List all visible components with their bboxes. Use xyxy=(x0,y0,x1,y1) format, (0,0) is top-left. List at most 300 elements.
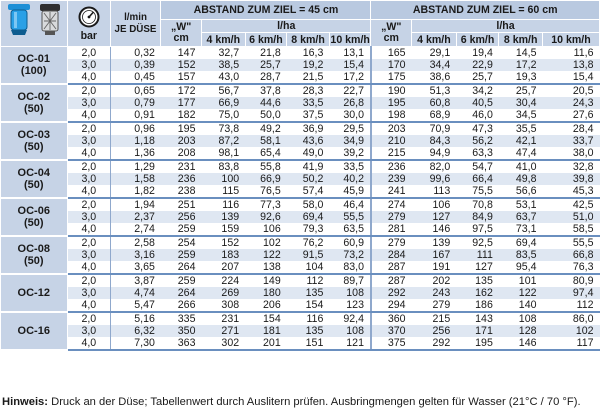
value-cell: 154 xyxy=(245,312,287,325)
value-cell: 43,6 xyxy=(287,135,330,147)
value-cell: 251 xyxy=(161,198,202,211)
value-cell: 34,9 xyxy=(329,135,371,147)
value-cell: 42,5 xyxy=(542,198,599,211)
value-cell: 108 xyxy=(499,312,543,325)
pressure-cell: 2,0 xyxy=(68,84,111,97)
nozzle-type-cell: OC-03 (50) xyxy=(1,122,68,160)
nozzle-images xyxy=(1,2,67,36)
table-row xyxy=(1,59,600,71)
value-cell: 266 xyxy=(161,299,202,312)
value-cell: 256 xyxy=(412,325,457,337)
pressure-cell: 4,0 xyxy=(68,299,111,312)
value-cell: 68,9 xyxy=(412,109,457,122)
speed-header: 10 km/h xyxy=(330,33,370,46)
value-cell: 41,0 xyxy=(499,160,543,173)
value-cell: 76,3 xyxy=(542,261,599,274)
pressure-cell: 3,0 xyxy=(68,135,111,147)
value-cell: 241 xyxy=(371,185,412,198)
value-cell: 122 xyxy=(245,249,287,261)
value-cell: 292 xyxy=(371,287,412,299)
value-cell: 82,0 xyxy=(412,160,457,173)
table-row xyxy=(1,135,600,147)
value-cell: 180 xyxy=(245,287,287,299)
value-cell: 45,9 xyxy=(329,185,371,198)
value-cell: 49,0 xyxy=(287,147,330,160)
pressure-cell: 3,0 xyxy=(68,287,111,299)
value-cell: 127 xyxy=(456,261,499,274)
value-cell: 25,7 xyxy=(245,59,287,71)
table-row xyxy=(1,236,600,249)
value-cell: 83,5 xyxy=(499,249,543,261)
value-cell: 16,3 xyxy=(287,47,330,60)
value-cell: 25,7 xyxy=(499,84,543,97)
value-cell: 32,8 xyxy=(542,160,599,173)
value-cell: 60,8 xyxy=(412,97,457,109)
value-cell: 256 xyxy=(161,211,202,223)
value-cell: 117 xyxy=(542,337,599,350)
pressure-cell: 3,0 xyxy=(68,249,111,261)
footnote-text: Druck an der Düse; Tabellenwert durch Auslitern prüfen. Ausbringmengen gelten für Wasser (21°C / 70 °F). xyxy=(48,396,581,408)
value-cell: 51,3 xyxy=(412,84,457,97)
value-cell: 215 xyxy=(371,147,412,160)
nozzle-type-cell: OC-04 (50) xyxy=(1,160,68,198)
value-cell: 159 xyxy=(201,223,245,236)
nozzle-images-cell xyxy=(1,1,68,47)
value-cell: 35,5 xyxy=(499,122,543,135)
value-cell: 151 xyxy=(287,337,330,350)
nozzle-type-cell: OC-06 (50) xyxy=(1,198,68,236)
value-cell: 84,3 xyxy=(412,135,457,147)
value-cell: 146 xyxy=(412,223,457,236)
value-cell: 215 xyxy=(412,312,457,325)
value-cell: 70,8 xyxy=(456,198,499,211)
pressure-cell: 2,0 xyxy=(68,160,111,173)
value-cell: 55,8 xyxy=(245,160,287,173)
value-cell: 201 xyxy=(245,337,287,350)
table-row xyxy=(1,185,600,198)
lha-header-60: l/ha xyxy=(412,20,600,33)
value-cell: 279 xyxy=(371,211,412,223)
value-cell: 99,6 xyxy=(412,173,457,185)
value-cell: 350 xyxy=(161,325,202,337)
value-cell: 271 xyxy=(201,325,245,337)
value-cell: 236 xyxy=(161,173,202,185)
value-cell: 17,2 xyxy=(329,71,371,84)
value-cell: 287 xyxy=(371,274,412,287)
pressure-cell: 2,0 xyxy=(68,274,111,287)
value-cell: 279 xyxy=(412,299,457,312)
pressure-cell: 2,0 xyxy=(68,236,111,249)
value-cell: 21,5 xyxy=(287,71,330,84)
value-cell: 63,7 xyxy=(499,211,543,223)
value-cell: 138 xyxy=(245,261,287,274)
value-cell: 106 xyxy=(245,223,287,236)
flow-cell: 3,65 xyxy=(110,261,161,274)
value-cell: 34,5 xyxy=(499,109,543,122)
value-cell: 37,8 xyxy=(245,84,287,97)
value-cell: 32,7 xyxy=(201,47,245,60)
value-cell: 73,2 xyxy=(329,249,371,261)
nozzle-type-cell: OC-02 (50) xyxy=(1,84,68,122)
value-cell: 236 xyxy=(371,160,412,173)
value-cell: 157 xyxy=(161,71,202,84)
table-row xyxy=(1,312,600,325)
value-cell: 38,6 xyxy=(412,71,457,84)
pressure-cell: 4,0 xyxy=(68,185,111,198)
speed-header: 6 km/h xyxy=(245,33,287,47)
value-cell: 33,7 xyxy=(542,135,599,147)
value-cell: 281 xyxy=(371,223,412,236)
value-cell: 116 xyxy=(287,312,330,325)
value-cell: 165 xyxy=(371,47,412,60)
value-cell: 302 xyxy=(201,337,245,350)
pressure-cell: 3,0 xyxy=(68,211,111,223)
value-cell: 98,1 xyxy=(201,147,245,160)
flow-cell: 0,65 xyxy=(110,84,161,97)
flow-cell: 2,58 xyxy=(110,236,161,249)
pressure-cell: 3,0 xyxy=(68,173,111,185)
value-cell: 308 xyxy=(201,299,245,312)
value-cell: 102 xyxy=(542,325,599,337)
value-cell: 190 xyxy=(371,84,412,97)
value-cell: 69,4 xyxy=(287,211,330,223)
value-cell: 14,5 xyxy=(499,47,543,60)
value-cell: 63,5 xyxy=(329,223,371,236)
value-cell: 87,2 xyxy=(201,135,245,147)
pressure-cell: 3,0 xyxy=(68,325,111,337)
value-cell: 53,1 xyxy=(499,198,543,211)
value-cell: 34,4 xyxy=(412,59,457,71)
value-cell: 170 xyxy=(371,59,412,71)
value-cell: 89,7 xyxy=(329,274,371,287)
pressure-cell: 2,0 xyxy=(68,198,111,211)
pressure-cell: 2,0 xyxy=(68,122,111,135)
value-cell: 15,4 xyxy=(329,59,371,71)
value-cell: 195 xyxy=(371,97,412,109)
value-cell: 195 xyxy=(456,337,499,350)
value-cell: 13,1 xyxy=(329,47,371,60)
flow-cell: 0,39 xyxy=(110,59,161,71)
value-cell: 183 xyxy=(201,249,245,261)
pressure-cell: 3,0 xyxy=(68,97,111,109)
value-cell: 122 xyxy=(499,287,543,299)
value-cell: 238 xyxy=(161,185,202,198)
value-cell: 19,4 xyxy=(456,47,499,60)
value-cell: 55,5 xyxy=(542,236,599,249)
bar-label: bar xyxy=(80,29,98,42)
value-cell: 76,5 xyxy=(245,185,287,198)
value-cell: 360 xyxy=(371,312,412,325)
value-cell: 50,0 xyxy=(245,109,287,122)
value-cell: 243 xyxy=(412,287,457,299)
value-cell: 95,4 xyxy=(499,261,543,274)
value-cell: 56,6 xyxy=(499,185,543,198)
value-cell: 152 xyxy=(161,59,202,71)
value-cell: 94,9 xyxy=(412,147,457,160)
value-cell: 19,3 xyxy=(499,71,543,84)
nozzle-icon xyxy=(5,2,33,36)
pressure-cell: 4,0 xyxy=(68,223,111,236)
value-cell: 123 xyxy=(329,299,371,312)
value-cell: 57,4 xyxy=(287,185,330,198)
value-cell: 21,8 xyxy=(245,47,287,60)
value-cell: 143 xyxy=(456,312,499,325)
nozzle-type-cell: OC-08 (50) xyxy=(1,236,68,274)
value-cell: 162 xyxy=(456,287,499,299)
value-cell: 55,5 xyxy=(329,211,371,223)
value-cell: 139 xyxy=(201,211,245,223)
value-cell: 264 xyxy=(161,287,202,299)
flow-cell: 6,32 xyxy=(110,325,161,337)
value-cell: 17,2 xyxy=(499,59,543,71)
value-cell: 154 xyxy=(287,299,330,312)
value-cell: 86,0 xyxy=(542,312,599,325)
value-cell: 116 xyxy=(201,198,245,211)
flow-cell: 5,47 xyxy=(110,299,161,312)
value-cell: 22,7 xyxy=(329,84,371,97)
table-row xyxy=(1,337,600,350)
flow-cell: 1,58 xyxy=(110,173,161,185)
value-cell: 231 xyxy=(161,160,202,173)
value-cell: 108 xyxy=(329,325,371,337)
value-cell: 79,3 xyxy=(287,223,330,236)
value-cell: 172 xyxy=(161,84,202,97)
value-cell: 127 xyxy=(412,211,457,223)
value-cell: 58,5 xyxy=(542,223,599,236)
flow-cell: 1,29 xyxy=(110,160,161,173)
value-cell: 46,0 xyxy=(456,109,499,122)
value-cell: 97,4 xyxy=(542,287,599,299)
value-cell: 210 xyxy=(371,135,412,147)
nozzle-type-cell: OC-01 (100) xyxy=(1,47,68,85)
value-cell: 47,4 xyxy=(499,147,543,160)
value-cell: 39,2 xyxy=(329,147,371,160)
value-cell: 77,3 xyxy=(245,198,287,211)
value-cell: 83,0 xyxy=(329,261,371,274)
value-cell: 104 xyxy=(287,261,330,274)
lha-header-45: l/ha xyxy=(201,20,371,33)
table-row xyxy=(1,97,600,109)
table-row xyxy=(1,249,600,261)
w-column-header-60: „W" cm xyxy=(371,20,412,47)
value-cell: 49,8 xyxy=(499,173,543,185)
value-cell: 73,1 xyxy=(499,223,543,236)
value-cell: 113 xyxy=(412,185,457,198)
value-cell: 11,6 xyxy=(542,47,599,60)
flow-cell: 0,32 xyxy=(110,47,161,60)
value-cell: 54,7 xyxy=(456,160,499,173)
nozzle-type-cell: OC-12 xyxy=(1,274,68,312)
value-cell: 36,9 xyxy=(287,122,330,135)
footnote-label: Hinweis: xyxy=(2,396,49,408)
value-cell: 202 xyxy=(412,274,457,287)
value-cell: 66,9 xyxy=(245,173,287,185)
value-cell: 335 xyxy=(161,312,202,325)
value-cell: 22,9 xyxy=(456,59,499,71)
pressure-cell: 4,0 xyxy=(68,337,111,350)
value-cell: 203 xyxy=(371,122,412,135)
flow-cell: 1,18 xyxy=(110,135,161,147)
value-cell: 186 xyxy=(456,299,499,312)
speed-header: 4 km/h xyxy=(412,33,457,47)
flow-cell: 1,36 xyxy=(110,147,161,160)
pressure-cell: 4,0 xyxy=(68,71,111,84)
flow-cell: 3,87 xyxy=(110,274,161,287)
flow-cell: 0,79 xyxy=(110,97,161,109)
value-cell: 25,7 xyxy=(456,71,499,84)
nozzle-filter-icon xyxy=(36,2,64,36)
value-cell: 38,5 xyxy=(201,59,245,71)
value-cell: 135 xyxy=(287,287,330,299)
flow-cell: 7,30 xyxy=(110,337,161,350)
value-cell: 115 xyxy=(201,185,245,198)
value-cell: 269 xyxy=(201,287,245,299)
value-cell: 66,9 xyxy=(201,97,245,109)
speed-header: 6 km/h xyxy=(456,33,499,47)
value-cell: 203 xyxy=(161,135,202,147)
value-cell: 73,8 xyxy=(201,122,245,135)
value-cell: 363 xyxy=(161,337,202,350)
value-cell: 175 xyxy=(371,71,412,84)
value-cell: 112 xyxy=(542,299,599,312)
value-cell: 69,4 xyxy=(499,236,543,249)
value-cell: 76,2 xyxy=(287,236,330,249)
value-cell: 44,6 xyxy=(245,97,287,109)
value-cell: 135 xyxy=(287,325,330,337)
w-column-header-45: „W" cm xyxy=(161,20,202,47)
value-cell: 43,0 xyxy=(201,71,245,84)
nozzle-type-cell: OC-16 xyxy=(1,312,68,350)
value-cell: 191 xyxy=(412,261,457,274)
value-cell: 195 xyxy=(161,122,202,135)
value-cell: 224 xyxy=(201,274,245,287)
table-row xyxy=(1,287,600,299)
pressure-cell: 4,0 xyxy=(68,261,111,274)
distance-45cm-header: ABSTAND ZUM ZIEL = 45 cm xyxy=(161,1,371,20)
value-cell: 207 xyxy=(201,261,245,274)
value-cell: 92,4 xyxy=(329,312,371,325)
value-cell: 254 xyxy=(161,236,202,249)
value-cell: 75,5 xyxy=(456,185,499,198)
value-cell: 264 xyxy=(161,261,202,274)
value-cell: 139 xyxy=(412,236,457,249)
value-cell: 45,3 xyxy=(542,185,599,198)
pressure-cell: 2,0 xyxy=(68,312,111,325)
pressure-gauge-icon xyxy=(78,6,100,28)
table-row xyxy=(1,198,600,211)
pressure-column-header xyxy=(68,1,111,47)
value-cell: 101 xyxy=(499,274,543,287)
table-row xyxy=(1,211,600,223)
pressure-cell: 3,0 xyxy=(68,59,111,71)
table-row xyxy=(1,223,600,236)
value-cell: 40,2 xyxy=(329,173,371,185)
value-cell: 30,4 xyxy=(499,97,543,109)
value-cell: 27,6 xyxy=(542,109,599,122)
table-row xyxy=(1,261,600,274)
value-cell: 231 xyxy=(201,312,245,325)
value-cell: 102 xyxy=(245,236,287,249)
value-cell: 239 xyxy=(371,173,412,185)
value-cell: 152 xyxy=(201,236,245,249)
table-body xyxy=(1,47,600,351)
speed-header: 10 km/h xyxy=(542,33,599,47)
value-cell: 259 xyxy=(161,274,202,287)
value-cell: 121 xyxy=(329,337,371,350)
value-cell: 274 xyxy=(371,198,412,211)
value-cell: 60,9 xyxy=(329,236,371,249)
value-cell: 51,0 xyxy=(542,211,599,223)
value-cell: 177 xyxy=(161,97,202,109)
value-cell: 20,5 xyxy=(542,84,599,97)
value-cell: 34,2 xyxy=(456,84,499,97)
value-cell: 128 xyxy=(499,325,543,337)
value-cell: 56,7 xyxy=(201,84,245,97)
flow-cell: 1,94 xyxy=(110,198,161,211)
value-cell: 259 xyxy=(161,249,202,261)
value-cell: 75,0 xyxy=(201,109,245,122)
value-cell: 58,1 xyxy=(245,135,287,147)
value-cell: 63,3 xyxy=(456,147,499,160)
value-cell: 149 xyxy=(245,274,287,287)
value-cell: 33,5 xyxy=(329,160,371,173)
pressure-cell: 4,0 xyxy=(68,147,111,160)
value-cell: 50,2 xyxy=(287,173,330,185)
footnote xyxy=(2,396,598,408)
table-row xyxy=(1,173,600,185)
value-cell: 47,3 xyxy=(456,122,499,135)
flow-cell: 2,37 xyxy=(110,211,161,223)
value-cell: 28,3 xyxy=(287,84,330,97)
value-cell: 182 xyxy=(161,109,202,122)
value-cell: 80,9 xyxy=(542,274,599,287)
value-cell: 28,7 xyxy=(245,71,287,84)
value-cell: 92,5 xyxy=(456,236,499,249)
value-cell: 24,3 xyxy=(542,97,599,109)
flow-cell: 3,16 xyxy=(110,249,161,261)
value-cell: 135 xyxy=(456,274,499,287)
table-row xyxy=(1,147,600,160)
value-cell: 19,2 xyxy=(287,59,330,71)
table-header xyxy=(1,1,600,47)
value-cell: 66,8 xyxy=(542,249,599,261)
table-row xyxy=(1,47,600,60)
value-cell: 100 xyxy=(201,173,245,185)
value-cell: 65,4 xyxy=(245,147,287,160)
value-cell: 49,2 xyxy=(245,122,287,135)
value-cell: 284 xyxy=(371,249,412,261)
flow-cell: 1,82 xyxy=(110,185,161,198)
value-cell: 171 xyxy=(456,325,499,337)
value-cell: 29,1 xyxy=(412,47,457,60)
value-cell: 91,5 xyxy=(287,249,330,261)
value-cell: 70,9 xyxy=(412,122,457,135)
value-cell: 15,4 xyxy=(542,71,599,84)
value-cell: 181 xyxy=(245,325,287,337)
value-cell: 146 xyxy=(499,337,543,350)
pressure-cell: 4,0 xyxy=(68,109,111,122)
value-cell: 112 xyxy=(287,274,330,287)
value-cell: 140 xyxy=(499,299,543,312)
value-cell: 84,9 xyxy=(456,211,499,223)
value-cell: 29,5 xyxy=(329,122,371,135)
value-cell: 111 xyxy=(456,249,499,261)
value-cell: 292 xyxy=(412,337,457,350)
value-cell: 83,8 xyxy=(201,160,245,173)
flow-cell: 2,74 xyxy=(110,223,161,236)
value-cell: 37,5 xyxy=(287,109,330,122)
value-cell: 259 xyxy=(161,223,202,236)
